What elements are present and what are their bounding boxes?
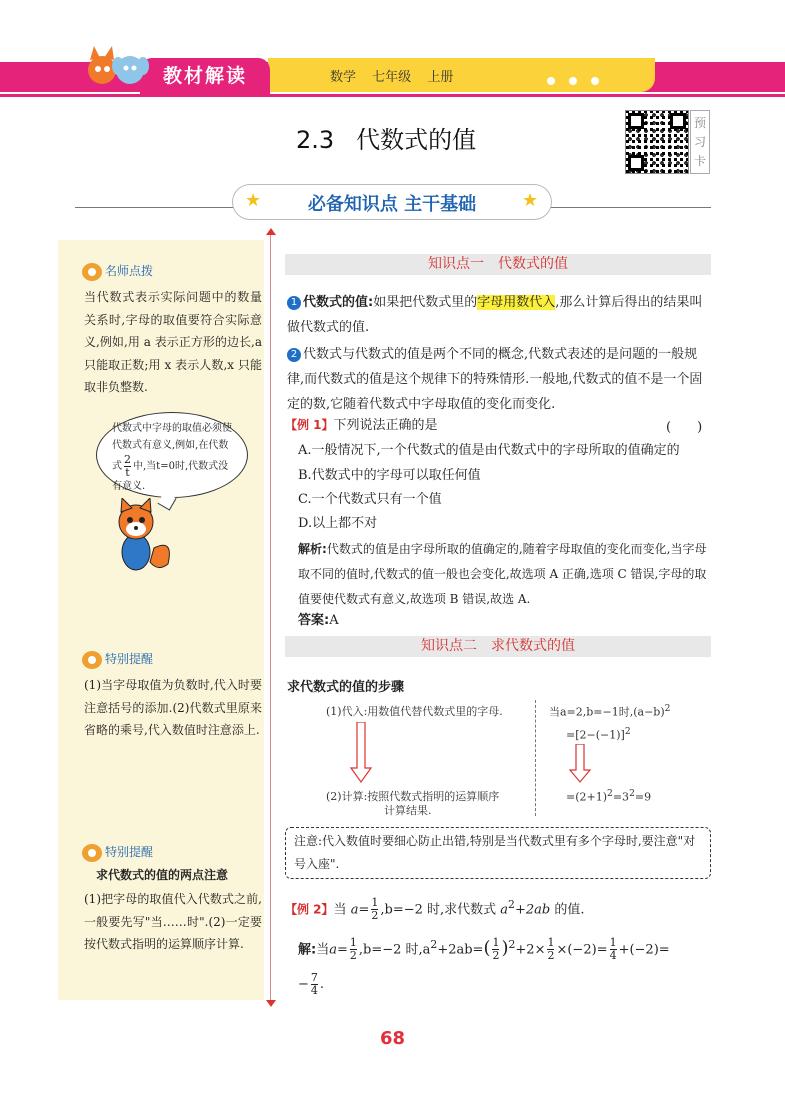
tip-heading: 特别提醒 <box>82 650 153 669</box>
mascot-tip-icon <box>82 844 102 862</box>
tip-text: 当代数式表示实际问题中的数量关系时,字母的取值要符合实际意义,例如,用 a 表示正方形的边长,a 只能取正数;用 x 表示人数,x 只能取非负整数. <box>84 290 262 394</box>
page-number: 68 <box>379 1028 406 1049</box>
demo-line-3: $=(2+1)^2=3^2=9$ <box>566 788 652 804</box>
answer-blank: ( ) <box>666 420 703 435</box>
step-2-line1: (2)计算:按照代数式指明的运算顺序 <box>326 790 500 803</box>
arrow-down-icon <box>266 1000 276 1007</box>
flow-divider <box>535 700 536 816</box>
example1-answer: 答案:A <box>298 613 339 628</box>
demo-line-2: $=[2-(-1)]^2$ <box>566 726 631 742</box>
tip-heading: 名师点拨 <box>82 262 153 281</box>
example2-result: − $\frac{7}{4}$ . <box>298 971 325 997</box>
point1-item1: 1 代数式的值:如果把代数式里的字母用数代入,那么计算后得出的结果叫做代数式的值. <box>287 295 703 335</box>
number-badge-icon: 2 <box>287 348 301 362</box>
arrow-down-icon <box>350 722 372 784</box>
header-tab: 教材解读 <box>140 58 270 94</box>
step-1: (1)代入:用数值代替代数式里的字母. <box>326 705 503 718</box>
speech-bubble-text: 代数式中字母的取值必须使代数式有意义,例如,在代数式 $\frac{2}{t}$ 中,当t=0时,代数式没有意义. <box>112 423 232 492</box>
header-dots <box>547 70 613 89</box>
mascot-logo-icon <box>80 42 150 92</box>
option-b: B.代数式中的字母可以取任何值 <box>298 468 481 483</box>
sidebar-divider <box>270 232 271 1004</box>
tip-text: (1)把字母的取值代入代数式之前,一般要先写"当……时".(2)一定要按代数式指明的运算顺序计算. <box>84 892 262 951</box>
fox-mascot-icon <box>106 498 176 574</box>
option-d: D.以上都不对 <box>298 516 378 531</box>
arrow-up-icon <box>266 228 276 235</box>
note-box: 注意:代入数值时要细心防止出错,特别是当代数式里有多个字母时,要注意"对号入座". <box>285 827 711 879</box>
knowledge-point-1-bar: 知识点一 代数式的值 <box>285 254 711 275</box>
example2-question: 【例 2】当 a= $\frac{1}{2}$ ,b=−2 时,求代数式 $a^2+2ab$ 的值. <box>285 896 585 923</box>
steps-title: 求代数式的值的步骤 <box>287 680 405 695</box>
book-grade: 七年级 <box>372 70 412 85</box>
header-book-info <box>330 66 465 85</box>
book-volume: 上册 <box>427 70 454 85</box>
qr-code-icon[interactable] <box>625 110 689 174</box>
option-a: A.一般情况下,一个代数式的值是由代数式中的字母所取的值确定的 <box>298 443 680 458</box>
star-icon: ★ <box>245 190 262 211</box>
tip-text: (1)当字母取值为负数时,代入时要注意括号的添加.(2)代数式里原来省略的乘号,代入数值时注意添上. <box>84 678 262 737</box>
star-icon: ★ <box>522 190 539 211</box>
mascot-tip-icon <box>82 263 102 281</box>
arrow-down-icon <box>569 744 591 784</box>
example1-question: 【例 1】下列说法正确的是 <box>285 418 438 433</box>
header-underline <box>0 94 785 97</box>
mascot-tip-icon <box>82 651 102 669</box>
point1-item2: 2 代数式与代数式的值是两个不同的概念,代数式表述的是问题的一般规律,而代数式的值是这个规律下的特殊情形.一般地,代数式的值不是一个固定的数,它随着代数式中字母取值的变化而变化. <box>287 347 703 412</box>
preview-card-label: 预习卡 <box>690 110 710 174</box>
number-badge-icon: 1 <box>287 296 301 310</box>
tip-subheading: 求代数式的值的两点注意 <box>96 868 229 882</box>
book-subject: 数学 <box>330 70 357 85</box>
section-number: 2.3 <box>296 126 335 154</box>
highlight-text: 字母用数代入 <box>477 295 556 310</box>
knowledge-point-2-bar: 知识点二 求代数式的值 <box>285 636 711 657</box>
section-name: 代数式的值 <box>356 126 477 154</box>
tip-heading: 特别提醒 <box>82 843 153 862</box>
step-2-line2: 计算结果. <box>384 804 432 817</box>
demo-line-1: 当a=2,b=−1时$,(a-b)^2$ <box>549 703 671 719</box>
banner-title: 必备知识点 主干基础 <box>307 194 477 215</box>
example2-solution: 解:当a= $\frac{1}{2}$ ,b=−2 时$,a^2+2ab=$( $\frac{1}{2}$ )$^2$+2× $\frac{1}{2}$ ×(−2)= $\frac{1}{4}$ +(−2)= <box>298 936 670 963</box>
option-c: C.一个代数式只有一个值 <box>298 492 442 507</box>
example1-analysis: 解析:代数式的值是由字母所取的值确定的,随着字母取值的变化而变化,当字母取不同的值时,代数式的值一般也会变化,故选项 A 正确,选项 C 错误,字母的取值要使代数式有意义,故选项 B 错误,故选 A. <box>298 542 707 606</box>
section-title <box>296 120 476 155</box>
